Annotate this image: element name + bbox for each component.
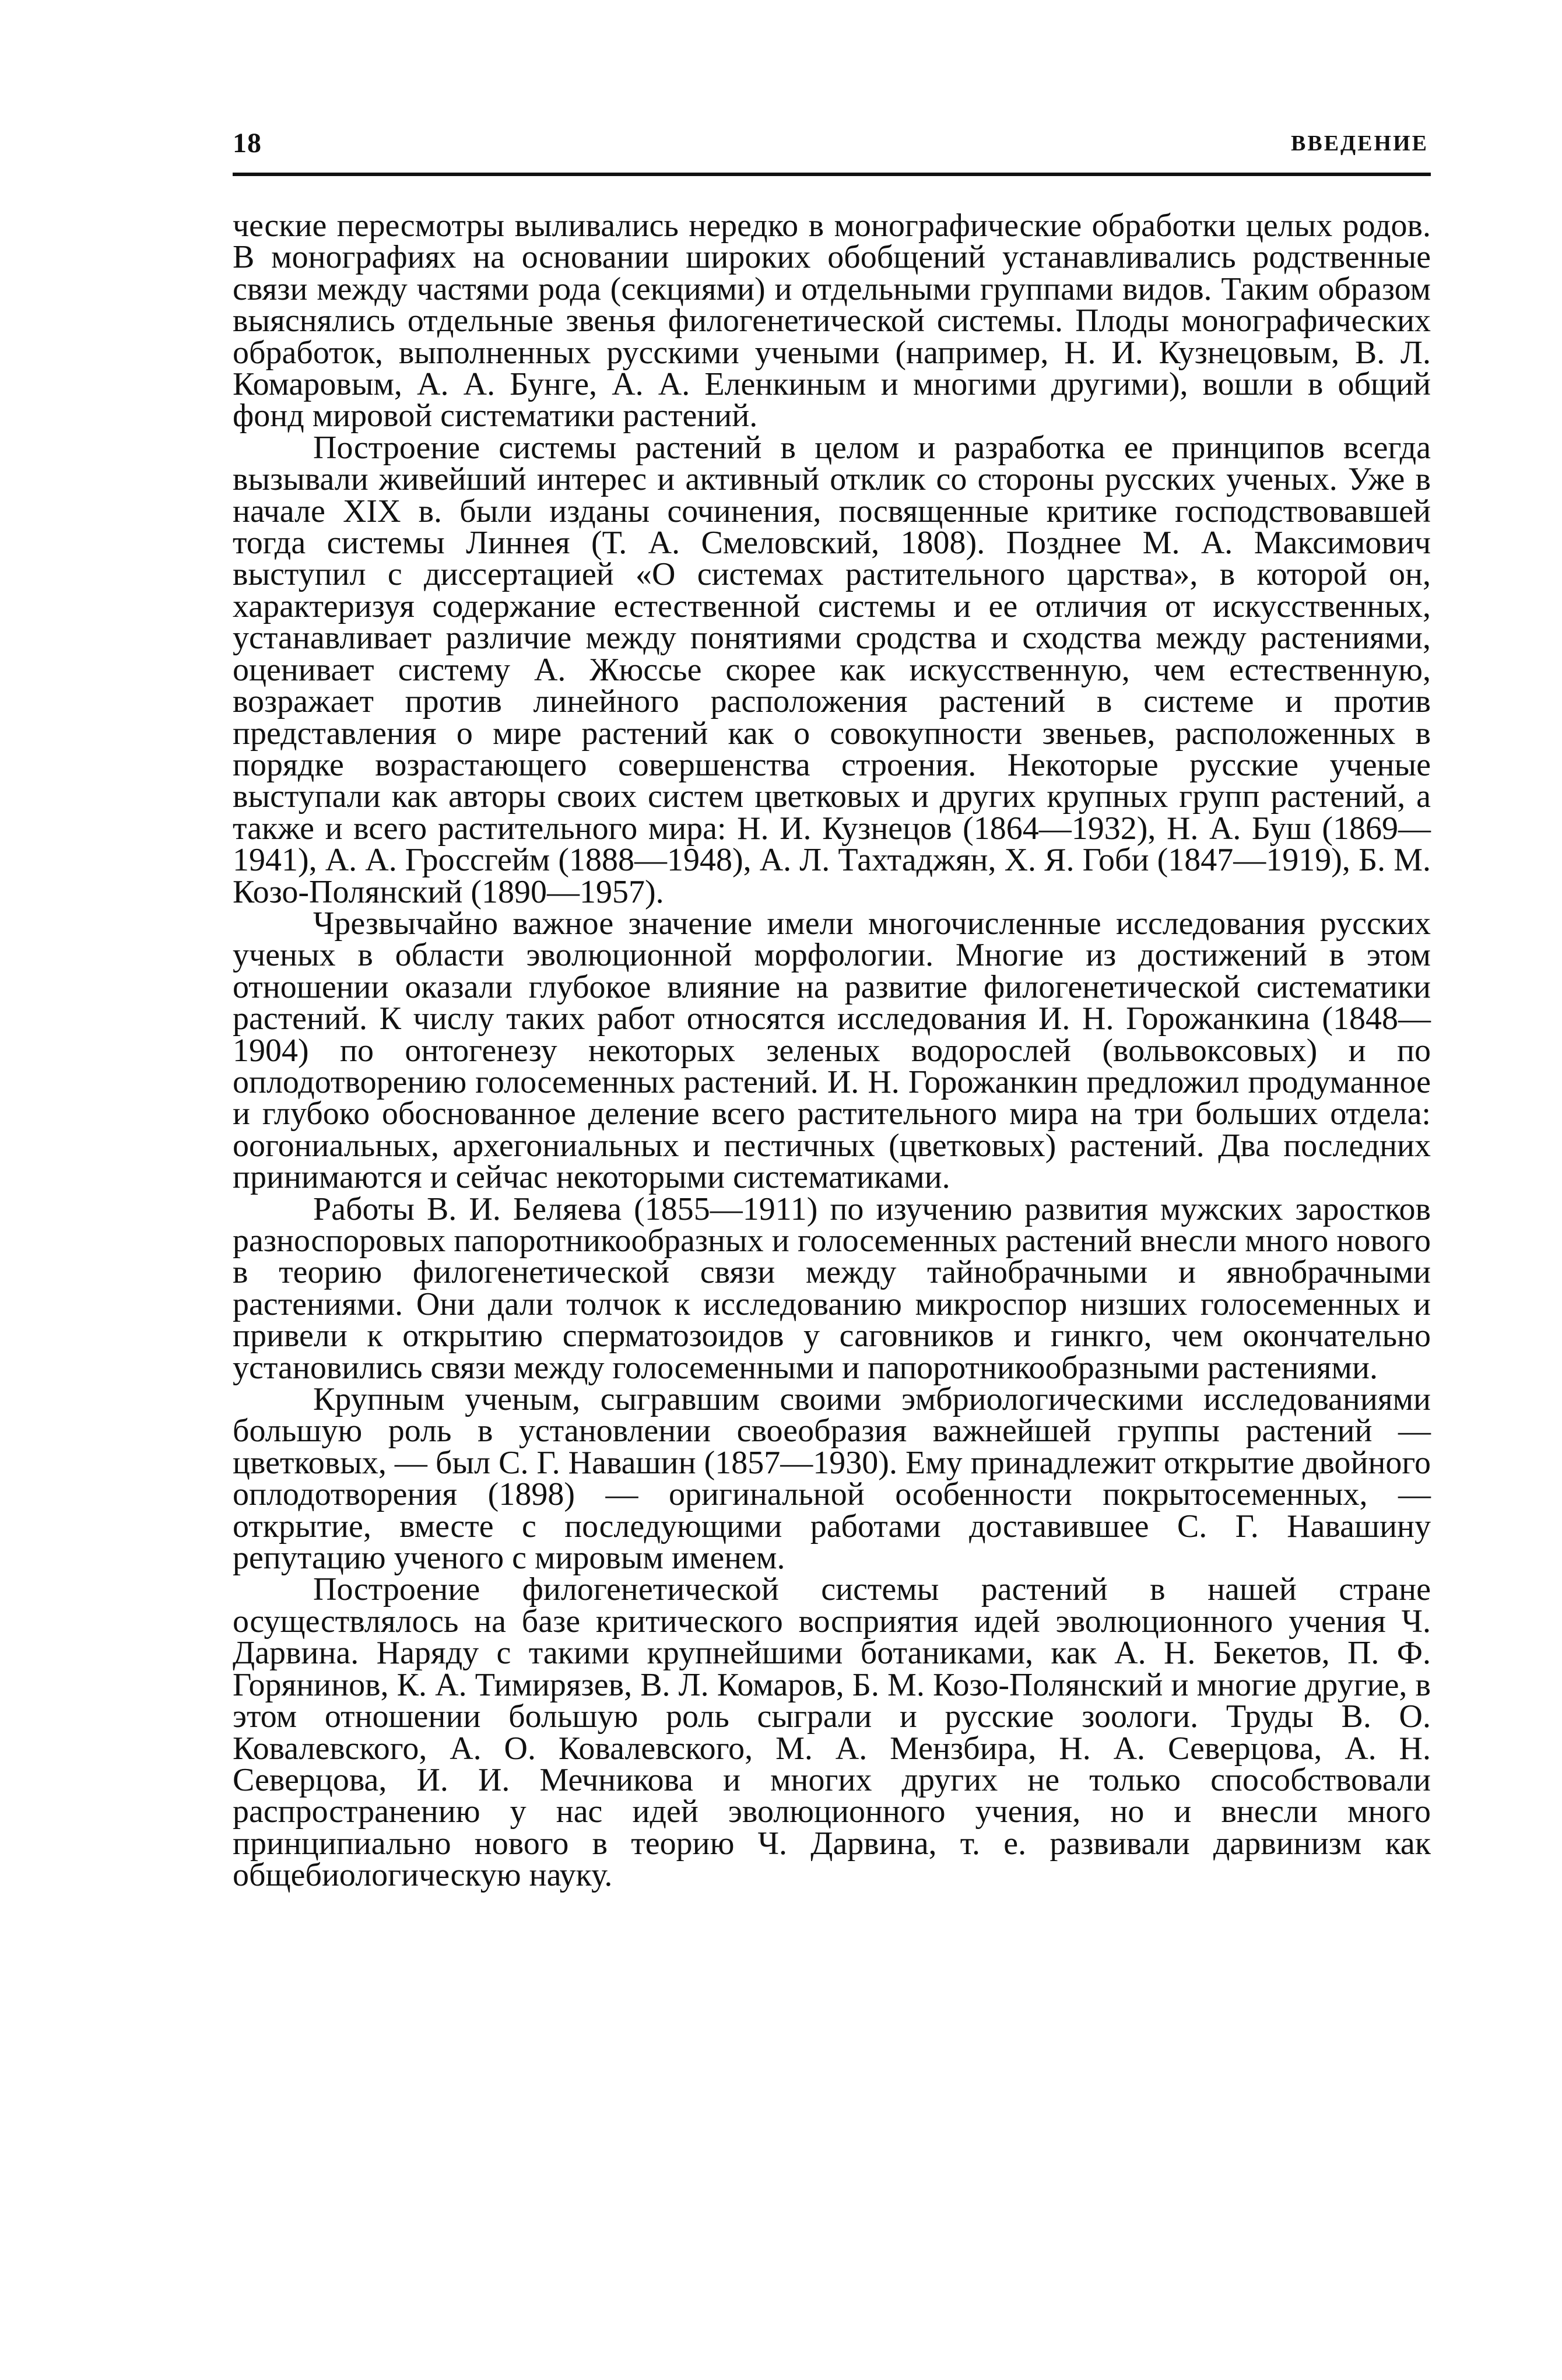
paragraph-6: Построение филогенетической системы растений в нашей стране осуществлялось на базе критического восприятия идей эволюционного учения Ч. Дарвина. Наряду с такими крупнейшими ботаниками, как А. Н. Бекетов, П. Ф. Горянинов, К. А. Тимирязев, В. Л. Комаров, Б. М. Козо-Полянский и многие другие, в этом отношении большую роль сыграли и русские зоологи. Труды В. О. Ковалевского, А. О. Ковалевского, М. А. Мензбира, Н. А. Северцова, А. Н. Северцова, И. И. Мечникова и многих других не только способствовали распространению у нас идей эволюционного учения, но и внесли много принципиально нового в теорию Ч. Дарвина, т. е. развивали дарвинизм как общебиологическую науку.	[233, 1571, 1431, 1894]
paragraph-5: Крупным ученым, сыгравшим своими эмбриологическими исследованиями большую роль в установлении своеобразия важнейшей группы растений — цветковых, — был С. Г. Навашин (1857—1930). Ему принадлежит открытие двойного оплодотворения (1898) — оригинальной особенности покрытосеменных, — открытие, вместе с последующими работами доставившее С. Г. Навашину репутацию ученого с мировым именем.	[233, 1381, 1431, 1577]
paragraph-1: ческие пересмотры выливались нередко в монографические обработки целых родов. В монографиях на основании широких обобщений устанавливались родственные связи между частями рода (секциями) и отдельными группами видов. Таким образом выяснялись отдельные звенья филогенетической системы. Плоды монографических обработок, выполненных русскими учеными (например, Н. И. Кузнецовым, В. Л. Комаровым, А. А. Бунге, А. А. Еленкиным и многими другими), вошли в общий фонд мировой систематики растений.	[233, 208, 1431, 434]
paragraph-3: Чрезвычайно важное значение имели многочисленные исследования русских ученых в области эволюционной морфологии. Многие из достижений в этом отношении оказали глубокое влияние на развитие филогенетической систематики растений. К числу таких работ относятся исследования И. Н. Горожанкина (1848—1904) по онтогенезу некоторых зеленых водорослей (вольвоксовых) и по оплодотворению голосеменных растений. И. Н. Горожанкин предложил продуманное и глубоко обоснованное деление всего растительного мира на три больших отдела: оогониальных, архегониальных и пестичных (цветковых) растений. Два последних принимаются и сейчас некоторыми систематиками.	[233, 905, 1431, 1196]
header-rule	[233, 173, 1431, 176]
section-title: ВВЕДЕНИЕ	[1291, 131, 1428, 156]
paragraph-2: Построение системы растений в целом и разработка ее принципов всегда вызывали живейший интерес и активный отклик со стороны русских ученых. Уже в начале XIX в. были изданы сочинения, посвященные критике господствовавшей тогда системы Линнея (Т. А. Смеловский, 1808). Позднее М. А. Максимович выступил с диссертацией «О системах растительного царства», в которой он, характеризуя содержание естественной системы и ее отличия от искусственных, устанавливает различие между понятиями сродства и сходства между растениями, оценивает систему А. Жюссье скорее как искусственную, чем естественную, возражает против линейного расположения растений в системе и против представления о мире растений как о совокупности звеньев, расположенных в порядке возрастающего совершенства строения. Некоторые русские ученые выступали как авторы своих систем цветковых и других крупных групп растений, а также и всего растительного мира: Н. И. Кузнецов (1864—1932), Н. А. Буш (1869—1941), А. А. Гроссгейм (1888—1948), А. Л. Тахтаджян, Х. Я. Гоби (1847—1919), Б. М. Козо-Полянский (1890—1957).	[233, 429, 1431, 910]
running-header	[233, 127, 1431, 168]
page-number: 18	[233, 128, 262, 159]
paragraph-4: Работы В. И. Беляева (1855—1911) по изучению развития мужских заростков разноспоровых папоротникообразных и голосеменных растений внесли много нового в теорию филогенетической связи между тайнобрачными и явнобрачными растениями. Они дали толчок к исследованию микроспор низших голосеменных и привели к открытию сперматозоидов у саговников и гинкго, чем окончательно установились связи между голосеменными и папоротникообразными растениями.	[233, 1191, 1431, 1386]
body-text	[233, 208, 1431, 1894]
